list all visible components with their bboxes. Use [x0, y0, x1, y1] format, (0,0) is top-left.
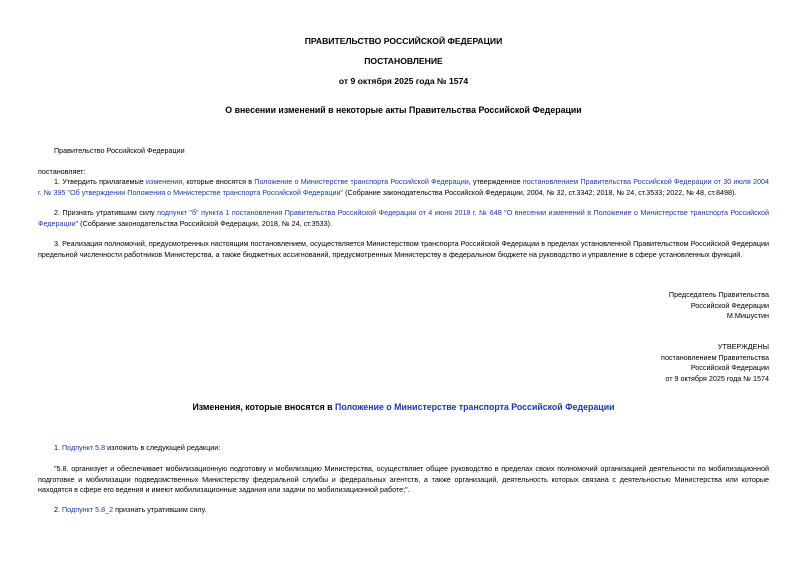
item-2-text-a: 2. Признать утратившим силу — [54, 208, 158, 217]
item-1-text-a: 1. Утвердить прилагаемые — [54, 177, 147, 186]
link-regulation-ministry[interactable]: Положение о Министерстве транспорта Российской Федерации — [254, 177, 469, 186]
item-1-text-d: (Собрание законодательства Российской Федерации, 2004, № 32, ст.3342; 2018, № 24, ст.3533; 2022, № 48, ст.8498). — [343, 187, 737, 197]
item-3: 3. Реализация полномочий, предусмотренных настоящим постановлением, осуществляется Министерством транспорта Российской Федерации в пределах установленной Правительством Российской Федерации предельной численности работников Министерства, а также бюджетных ассигнований, предусмотренных Министерству в федеральном бюджете на руководство и управление в сфере установленных функций. — [38, 239, 769, 259]
item-1-text-c: , утвержденное — [468, 177, 523, 186]
item-1 — [38, 177, 769, 198]
signature-block — [669, 290, 769, 322]
item-2-text-b: (Собрание законодательства Российской Федерации, 2018, № 24, ст.3533). — [78, 218, 333, 228]
link-changes[interactable]: изменения — [146, 177, 183, 186]
change-1-text: изложить в следующей редакции: — [105, 443, 221, 452]
change-1-quote: "5.8. организует и обеспечивает мобилизационную подготовку и мобилизацию Министерства, осуществляет общее руководство в пределах своих полномочий организацией деятельности по мобилизационной подготовке и мобилизации подведомственных Министерству федеральной службы и федеральных агентств, а также организаций, деятельность которых связана с деятельностью Министерства или которые находятся в сфере его ведения и имеют мобилизационные задания или задачи по мобилизационной работе;". — [38, 464, 769, 494]
approved-label: УТВЕРЖДЕНЫ — [717, 342, 769, 351]
link-subitem-5-8-2[interactable]: Подпункт 5.8_2 — [62, 505, 114, 514]
link-decree-648[interactable]: подпункт "б" пункта 1 постановления Правительства Российской Федерации от 4 июня 2018 г. № 648 "О внесении изменений в Положение о Министерстве транспорта Российской Федерации" — [38, 208, 769, 228]
change-1-number: 1. — [54, 443, 62, 452]
approved-org: Российской Федерации — [690, 363, 769, 372]
document-title: О внесении изменений в некоторые акты Правительства Российской Федерации — [225, 105, 582, 115]
change-2-text: признать утратившим силу. — [113, 505, 207, 514]
change-2 — [54, 505, 206, 516]
signature-position: Председатель Правительства — [668, 290, 769, 299]
link-changes-regulation[interactable]: Положение о Министерстве транспорта Российской Федерации — [335, 402, 615, 412]
issuer-text: Правительство Российской Федерации — [54, 146, 185, 155]
approved-by: постановлением Правительства — [661, 352, 769, 362]
changes-title — [38, 402, 769, 413]
change-2-number: 2. — [54, 505, 62, 514]
item-1-text-b: , которые вносятся в — [182, 177, 255, 186]
item-2 — [38, 208, 769, 229]
government-heading: ПРАВИТЕЛЬСТВО РОССИЙСКОЙ ФЕДЕРАЦИИ — [304, 36, 503, 46]
link-subitem-5-8[interactable]: Подпункт 5.8 — [62, 443, 106, 452]
signature-name: М.Мишустин — [726, 311, 769, 320]
signature-org: Российской Федерации — [690, 300, 769, 310]
change-1 — [54, 443, 220, 454]
changes-title-prefix: Изменения, которые вносятся в — [192, 402, 336, 412]
decides-text: постановляет: — [38, 167, 86, 176]
document-type-heading: ПОСТАНОВЛЕНИЕ — [364, 56, 443, 66]
link-decree-395[interactable]: постановлением Правительства Российской Федерации от 30 июля 2004 г. № 395 "Об утверждении Положения о Министерстве транспорта Российской Федерации" — [38, 177, 769, 197]
approved-date: от 9 октября 2025 года № 1574 — [665, 373, 769, 383]
date-number-heading: от 9 октября 2025 года № 1574 — [338, 76, 469, 86]
approval-stamp — [661, 342, 769, 384]
